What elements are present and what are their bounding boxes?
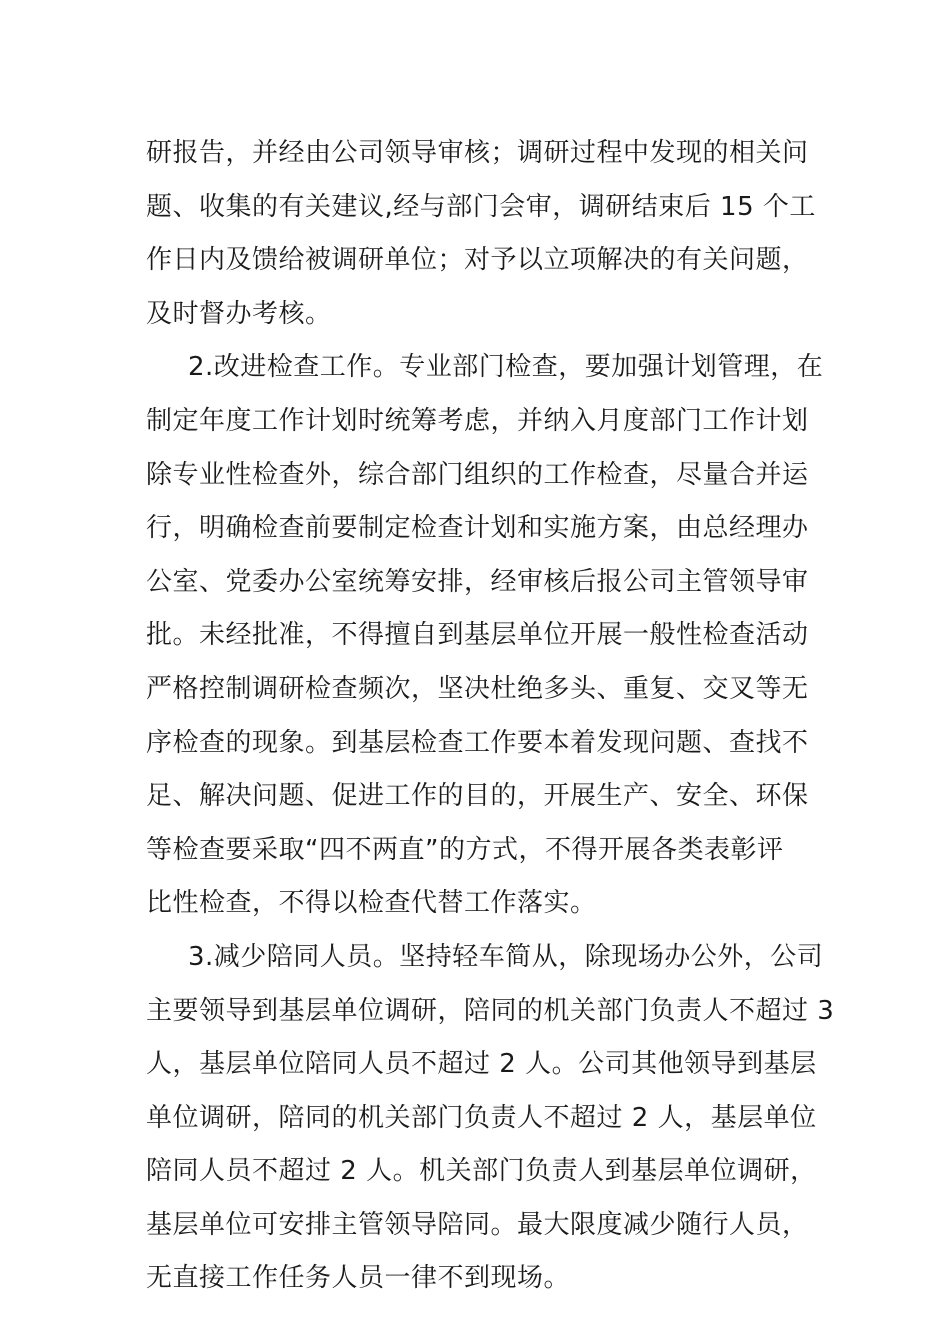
text-line: 等检查要采取“四不两直”的方式，不得开展各类表彰评 — [146, 834, 784, 865]
text-line: 基层单位可安排主管领导陪同。最大限度减少随行人员， — [146, 1209, 809, 1240]
text-line: 人，基层单位陪同人员不超过 2 人。公司其他领导到基层 — [146, 1049, 817, 1080]
text-line: 严格控制调研检查频次，坚决杜绝多头、重复、交叉等无 — [146, 673, 809, 704]
text-line: 研报告，并经由公司领导审核；调研过程中发现的相关问 — [146, 138, 809, 168]
document-body — [146, 127, 835, 1306]
text-line: 批。未经批准，不得擅自到基层单位开展一般性检查活动 — [146, 620, 809, 651]
text-line: 单位调研，陪同的机关部门负责人不超过 2 人，基层单位 — [146, 1102, 817, 1133]
text-line: 序检查的现象。到基层检查工作要本着发现问题、查找不 — [146, 727, 809, 758]
text-line: 行，明确检查前要制定检查计划和实施方案，由总经理办 — [146, 513, 809, 544]
text-line: 足、解决问题、促进工作的目的，开展生产、安全、环保 — [146, 781, 809, 812]
text-line: 作日内及馈给被调研单位；对予以立项解决的有关问题， — [146, 245, 809, 276]
text-line: 公室、党委办公室统筹安排，经审核后报公司主管领导审 — [146, 566, 809, 597]
text-line: 比性检查，不得以检查代替工作落实。 — [146, 888, 597, 919]
text-line: 除专业性检查外，综合部门组织的工作检查，尽量合并运 — [146, 459, 809, 490]
text-line: 陪同人员不超过 2 人。机关部门负责人到基层单位调研， — [146, 1156, 817, 1187]
paragraph-first-line: 3.减少陪同人员。坚持轻车简从，除现场办公外，公司 — [188, 941, 824, 972]
paragraph-first-line: 2.改进检查工作。专业部门检查，要加强计划管理，在 — [188, 352, 824, 383]
text-line: 无直接工作任务人员一律不到现场。 — [146, 1263, 571, 1294]
text-line: 及时督办考核。 — [146, 298, 332, 329]
text-line: 制定年度工作计划时统筹考虑，并纳入月度部门工作计划 — [146, 405, 809, 436]
text-line: 题、收集的有关建议,经与部门会审，调研结束后 15 个工 — [146, 191, 816, 222]
text-line: 主要领导到基层单位调研，陪同的机关部门负责人不超过 3 — [146, 995, 835, 1026]
